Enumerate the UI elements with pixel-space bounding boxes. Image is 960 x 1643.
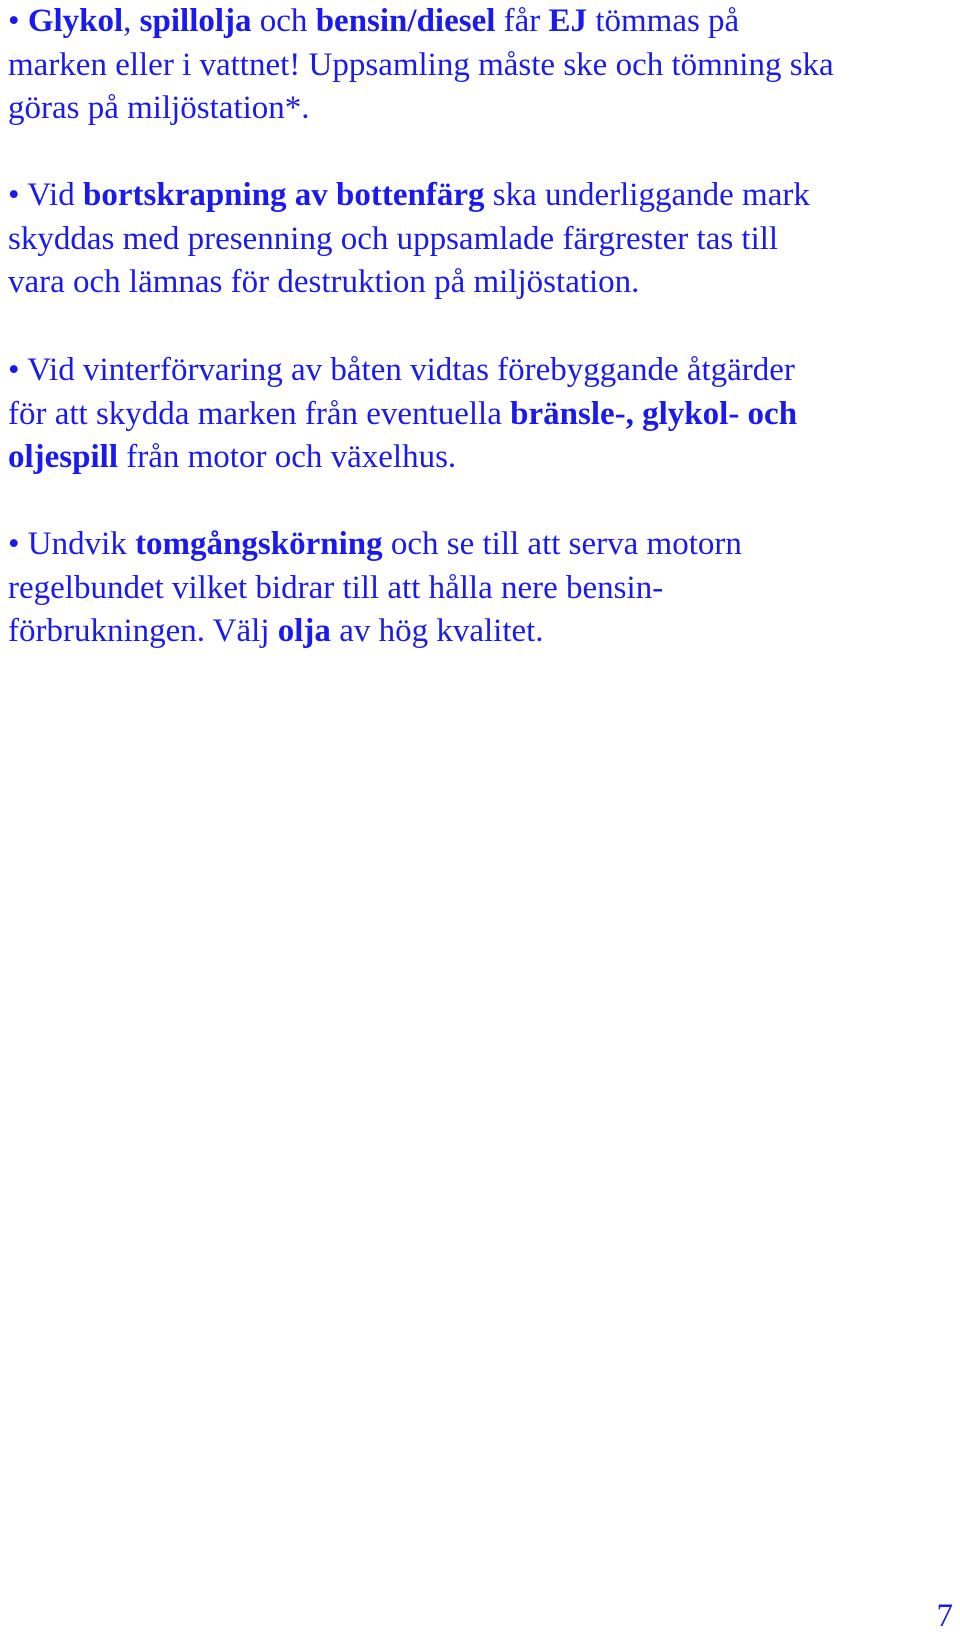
bold-text: spillolja bbox=[139, 3, 252, 39]
paragraph-line bbox=[8, 87, 953, 131]
bullet-paragraph-winter-storage bbox=[8, 349, 953, 480]
paragraph-line bbox=[8, 523, 953, 567]
paragraph-line bbox=[8, 218, 953, 262]
text-run: av hög kvalitet. bbox=[330, 613, 544, 649]
paragraph-line bbox=[8, 0, 953, 44]
text-run: förbrukningen. Välj bbox=[8, 613, 278, 649]
paragraph-line bbox=[8, 436, 953, 480]
bold-text: bensin/diesel bbox=[315, 3, 496, 39]
text-run: • bbox=[8, 3, 28, 39]
bullet-paragraph-idling bbox=[8, 523, 953, 654]
text-run: får bbox=[495, 3, 549, 39]
page-number: 7 bbox=[936, 1598, 953, 1634]
bold-text: oljespill bbox=[8, 439, 119, 475]
paragraph-line bbox=[8, 567, 953, 611]
paragraph-line bbox=[8, 174, 953, 218]
text-run: marken eller i vattnet! Uppsamling måste ske och tömning ska bbox=[8, 46, 834, 83]
text-run: göras på miljöstation*. bbox=[8, 90, 310, 126]
bold-text: bränsle-, glykol- och bbox=[510, 395, 798, 432]
text-run: ska underliggande mark bbox=[484, 177, 810, 213]
text-run: och bbox=[251, 3, 316, 39]
bold-text: Glykol bbox=[27, 3, 124, 39]
text-run: och se till att serva motorn bbox=[382, 526, 742, 562]
text-run: för att skydda marken från eventuella bbox=[8, 395, 511, 432]
bold-text: bortskrapning av bottenfärg bbox=[82, 177, 485, 213]
text-run: från motor och växelhus. bbox=[118, 439, 457, 475]
bullet-paragraph-scraping bbox=[8, 174, 953, 305]
text-run: • Vid bbox=[8, 177, 83, 213]
bullet-paragraph-glycol bbox=[8, 0, 953, 131]
paragraph-line bbox=[8, 261, 953, 305]
bold-text: olja bbox=[277, 613, 331, 649]
text-run: regelbundet vilket bidrar till att hålla nere bensin- bbox=[8, 569, 664, 606]
text-run: • Vid vinterförvaring av båten vidtas förebyggande åtgärder bbox=[8, 352, 795, 388]
text-run: , bbox=[123, 3, 140, 39]
text-run: • Undvik bbox=[8, 526, 136, 562]
text-run: skyddas med presenning och uppsamlade färgrester tas till bbox=[8, 220, 779, 257]
text-run: vara och lämnas för destruktion på miljöstation. bbox=[8, 264, 640, 300]
paragraph-line bbox=[8, 44, 953, 88]
paragraph-line bbox=[8, 349, 953, 393]
paragraph-line bbox=[8, 393, 953, 437]
text-run: tömmas på bbox=[587, 3, 740, 39]
bold-text: tomgångskörning bbox=[135, 526, 383, 562]
paragraph-line bbox=[8, 610, 953, 654]
bold-text: EJ bbox=[548, 3, 588, 39]
